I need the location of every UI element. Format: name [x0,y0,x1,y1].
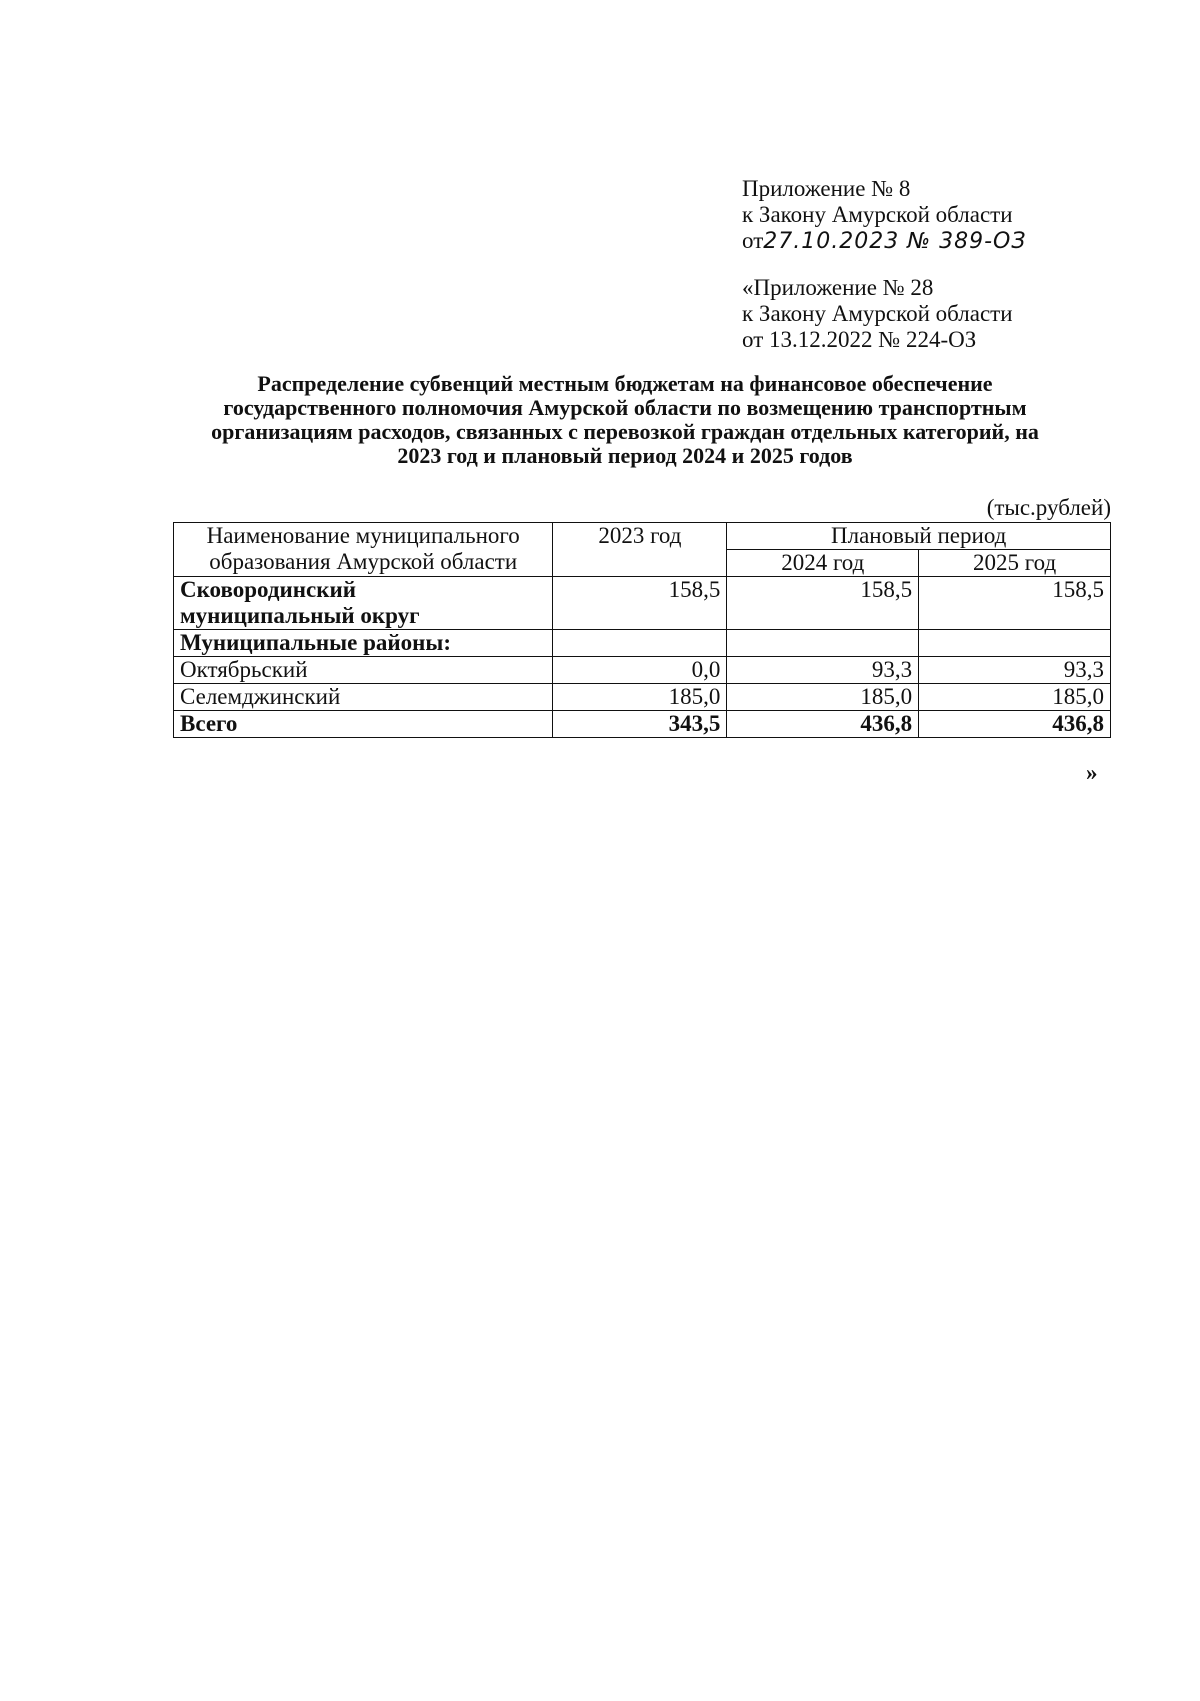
row-name: Октябрьский [174,657,553,684]
appendix-28-reference [742,275,1013,353]
value-2023: 185,0 [553,684,727,711]
header-municipality [174,523,553,577]
value-2025: 158,5 [919,577,1111,630]
header-municipality-line-2: образования Амурской области [209,549,518,574]
appendix-8-date-line [742,228,1026,255]
unit-label: (тыс.рублей) [986,495,1111,520]
header-2024: 2024 год [727,550,919,577]
row-name: Муниципальные районы: [174,630,553,657]
value-2024: 436,8 [727,711,919,738]
row-name: Селемджинский [174,684,553,711]
closing-quote: » [1086,760,1098,785]
title-line-1: Распределение субвенций местным бюджетам на финансовое обеспечение [257,371,993,396]
appendix-8-number: Приложение № 8 [742,176,911,201]
value-2023: 158,5 [553,577,727,630]
value-2025: 93,3 [919,657,1111,684]
header-2025: 2025 год [919,550,1111,577]
title-line-2: государственного полномочия Амурской области по возмещению транспортным [223,395,1027,420]
appendix-28-law: к Закону Амурской области [742,301,1013,326]
handwritten-date-number: 27.10.2023 № 389-ОЗ [763,229,1027,254]
table-row [174,684,1111,711]
header-planning-period: Плановый период [727,523,1111,550]
value-2024: 185,0 [727,684,919,711]
table-row [174,657,1111,684]
appendix-28-number: «Приложение № 28 [742,275,934,300]
row-name-line-1: Сковородинский [180,577,356,602]
document-title [170,372,1080,468]
table-header-row [174,523,1111,550]
value-2025: 436,8 [919,711,1111,738]
value-2025: 185,0 [919,684,1111,711]
value-2023: 0,0 [553,657,727,684]
value-2023: 343,5 [553,711,727,738]
appendix-28-date: от 13.12.2022 № 224-ОЗ [742,327,977,352]
row-name [174,577,553,630]
appendix-8-date-prefix: от [742,228,764,253]
value-2024: 158,5 [727,577,919,630]
table-row [174,577,1111,630]
header-municipality-line-1: Наименование муниципального [206,523,520,548]
table-total-row [174,711,1111,738]
table-row [174,630,1111,657]
header-2023: 2023 год [553,523,727,577]
row-name: Всего [174,711,553,738]
value-2023 [553,630,727,657]
value-2024: 93,3 [727,657,919,684]
subvention-table [173,522,1111,738]
title-line-4: 2023 год и плановый период 2024 и 2025 годов [397,443,853,468]
row-name-line-2: муниципальный округ [180,603,420,628]
appendix-8-reference [742,176,1026,255]
title-line-3: организациям расходов, связанных с перевозкой граждан отдельных категорий, на [211,419,1039,444]
value-2025 [919,630,1111,657]
value-2024 [727,630,919,657]
appendix-8-law: к Закону Амурской области [742,202,1013,227]
